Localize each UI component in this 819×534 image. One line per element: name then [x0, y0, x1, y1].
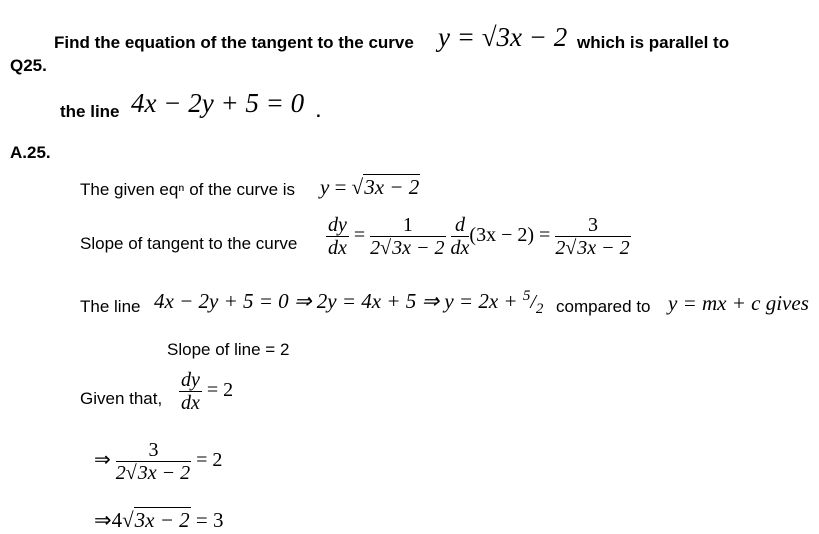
answer-line2-text: Slope of tangent to the curve: [80, 234, 298, 253]
answer-line3-math: 4x − 2y + 5 = 0 ⇒ 2y = 4x + 5 ⇒ $y = 2x + ^5/_2$: [154, 288, 544, 318]
answer-line5-text: Given that,: [80, 389, 163, 408]
question-period: .: [316, 102, 321, 121]
answer-line3-math2: y = mx + c gives: [668, 291, 809, 315]
answer-line3-text: The line: [80, 297, 141, 316]
answer-line7-math: ⇒4√3x − 2 = 3: [94, 508, 224, 532]
answer-line2-math: $\frac{dy}{dx}$ = $\frac{1}{2√3x - 2}$ $\frac{d}{dx}$ (3x − 2) = $\frac{3}{2√3x - 2}$: [328, 214, 630, 259]
answer-line6-math: ⇒ $\frac{3}{2√3x - 2}$ = 2: [94, 439, 223, 484]
answer-line5-math: $\frac{dy}{dx}$ = 2: [181, 369, 234, 414]
question-curve: y = √3x − 2: [438, 22, 568, 52]
answer-line1-math: y = √3x − 2: [320, 175, 420, 199]
answer-line1-text: The given eqⁿ of the curve is: [80, 180, 296, 199]
question-text-a: Find the equation of the tangent to the curve: [54, 33, 414, 52]
question-number: Q25.: [10, 56, 47, 75]
answer-number: A.25.: [10, 143, 51, 162]
answer-line3-text2: compared to: [556, 297, 651, 316]
question-line: 4x − 2y + 5 = 0: [131, 88, 305, 118]
answer-line4-text: Slope of line = 2: [167, 340, 290, 359]
question-text-c: the line: [60, 102, 120, 121]
question-text-b: which is parallel to: [577, 33, 730, 52]
